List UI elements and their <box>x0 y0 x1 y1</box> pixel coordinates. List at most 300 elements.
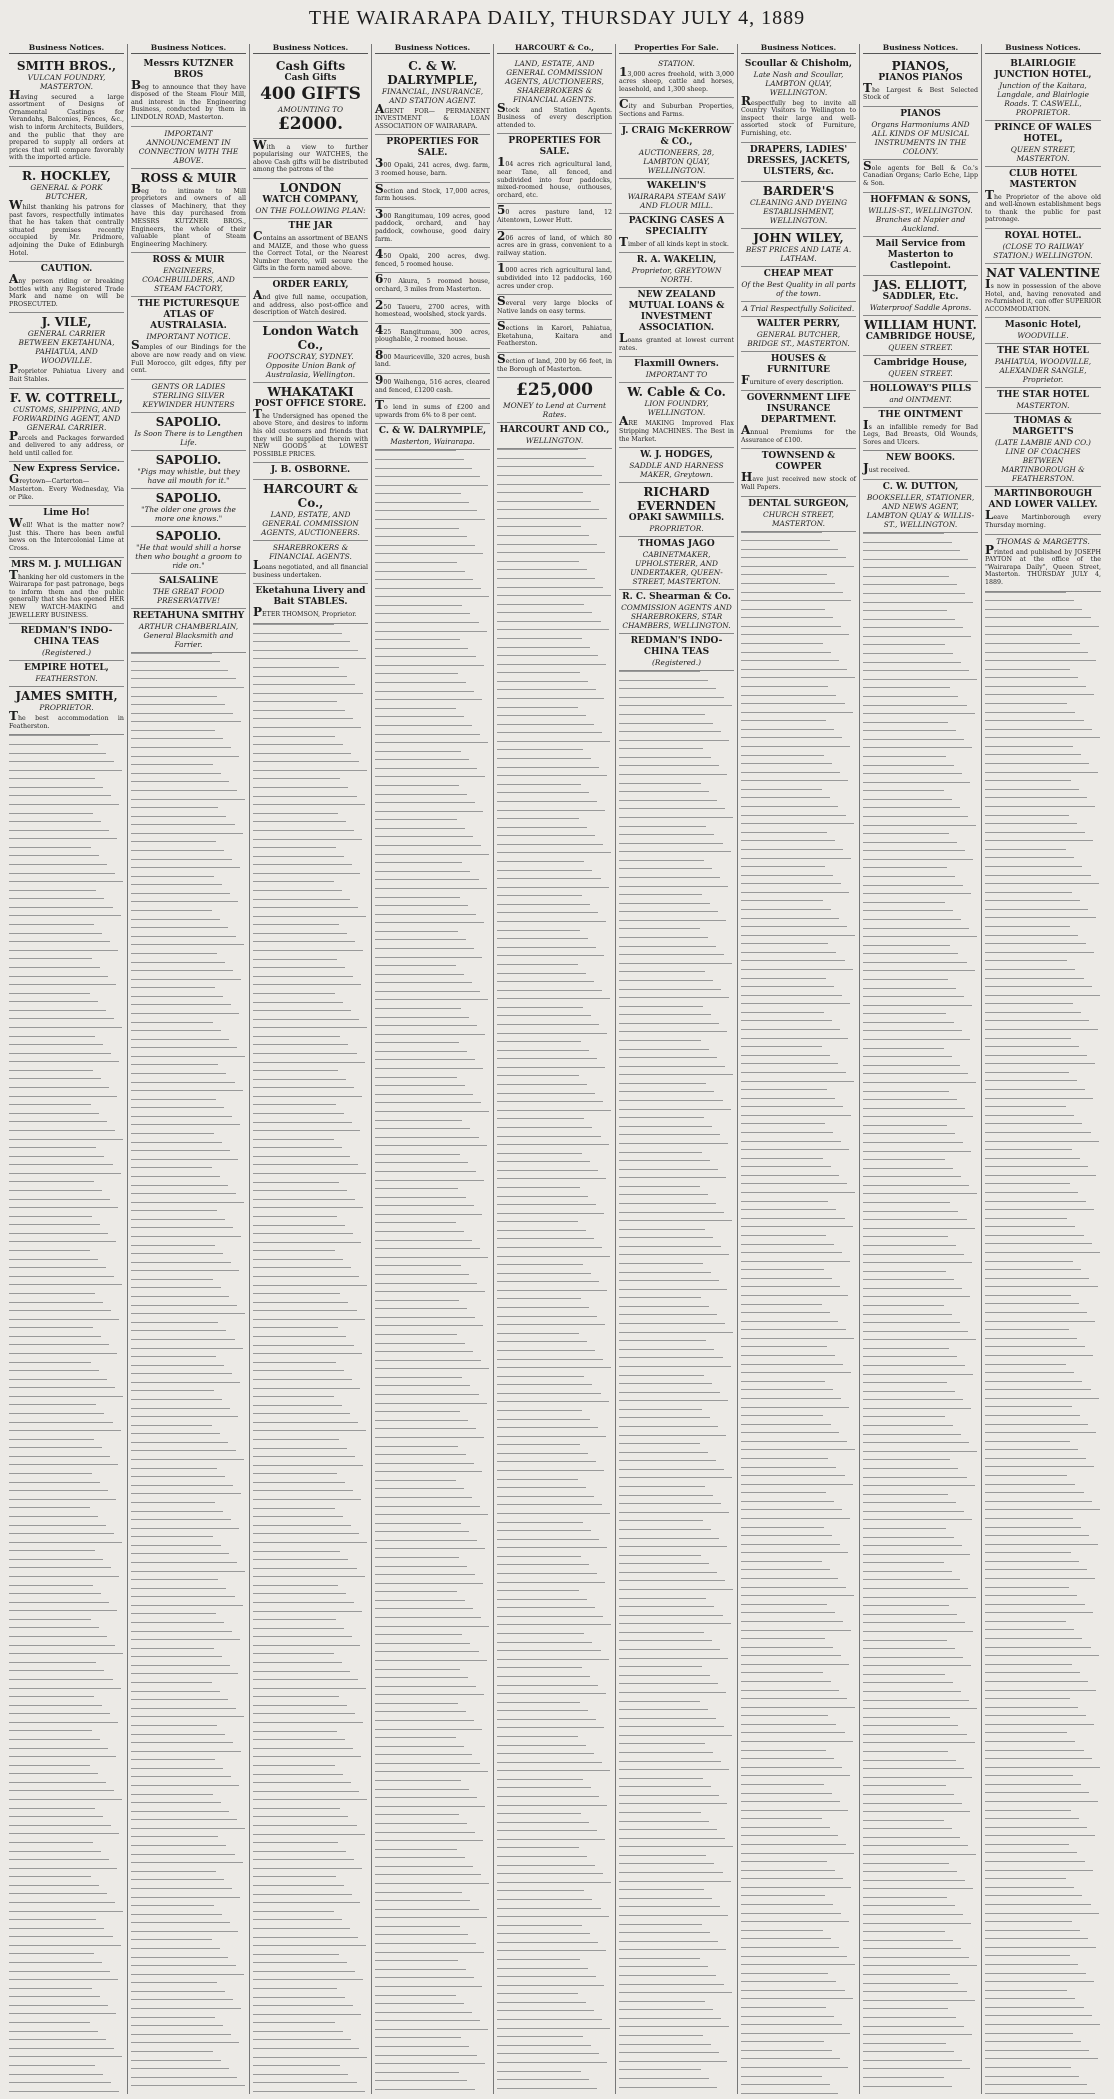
ad-subheading: BLAIRLOGIE JUNCTION HOTEL, <box>994 58 1092 80</box>
ad-tagline: SADDLE AND HARNESS MAKER, Greytown. <box>629 461 724 480</box>
ad-body: To lend in sums of £200 and upwards from 6% to 8 per cent. <box>375 398 490 419</box>
advertisement <box>741 302 856 317</box>
ad-body: 50 acres pasture land, 12 Aitentown, Lower Hutt. <box>497 203 612 224</box>
advertisement <box>497 204 612 229</box>
ad-body: 300 Opaki, 241 acres, dwg. farm, 3 roomed house, barn. <box>375 156 490 177</box>
ad-subheading: OPAKI SAWMILLS. <box>628 513 725 524</box>
advertisement <box>497 134 612 204</box>
ad-heading: R. HOCKLEY, <box>22 168 111 183</box>
ad-body: Proprietor Pahiatua Livery and Bait Stables. <box>9 362 124 384</box>
body-text-lines <box>741 532 856 2094</box>
advertisement <box>497 230 612 263</box>
ad-large-figure: £25,000 <box>516 380 593 401</box>
advertisement <box>9 57 124 167</box>
ad-tagline: MONEY to Lend at Current Rates. <box>503 401 606 420</box>
ad-body: Section and Stock, 17,000 acres, farm houses. <box>375 181 490 203</box>
body-text-lines <box>497 449 612 2094</box>
ad-subheading: WAKELIN'S <box>646 180 707 191</box>
advertisement <box>863 451 978 480</box>
ad-subheading: Scoullar & Chisholm, <box>744 58 853 69</box>
ad-body: 104 acres rich agricultural land, near Tane, all fenced, and subdivided into four paddocks, mixed-roomed house, outhouses, orchard, etc. <box>497 155 612 199</box>
ad-body: 1000 acres rich agricultural land, subdivided into 12 paddocks, 160 acres under crop. <box>497 261 612 290</box>
advertisement <box>253 584 368 624</box>
column-1 <box>6 44 128 2094</box>
advertisement <box>863 193 978 237</box>
ad-subheading: MARTINBOROUGH AND LOWER VALLEY. <box>988 489 1098 511</box>
ad-tagline: Masterton, Wairarapa. <box>390 437 475 447</box>
ad-subheading: CAUTION. <box>40 264 93 275</box>
advertisement <box>619 179 734 214</box>
advertisement <box>375 135 490 182</box>
ad-tagline: Late Nash and Scoullar, LAMBTON QUAY, WELLINGTON. <box>753 69 844 97</box>
advertisement <box>375 374 490 399</box>
ad-body: Loans granted at lowest current rates. <box>619 331 734 352</box>
ad-heading: SAPOLIO. <box>155 452 222 467</box>
ad-tagline: LAND, ESTATE, AND GENERAL COMMISSION AGENTS, AUCTIONEERS, SHAREBROKERS & FINANCIAL AGENTS. <box>505 58 604 104</box>
ad-tagline: (LATE LAMBIE AND CO.) LINE OF COACHES BETWEEN MARTINBOROUGH & FEATHERSTON. <box>995 438 1091 484</box>
ad-tagline: Is Soon There is to Lengthen Life. <box>134 428 243 447</box>
ad-body: Greytown—Carterton—Masterton. Every Wednesday, Via or Pike. <box>9 472 124 501</box>
ad-body: 250 Taueru, 2700 acres, with homestead, woolshed, stock yards. <box>375 297 490 319</box>
ad-tagline: ARTHUR CHAMBERLAIN, General Blacksmith and Farrier. <box>138 621 239 649</box>
advertisement <box>253 139 368 179</box>
advertisement <box>131 489 246 527</box>
advertisement <box>253 219 368 278</box>
ad-subheading: MRS M. J. MULLIGAN <box>11 559 122 570</box>
advertisement <box>619 634 734 671</box>
ad-tagline: LAND, ESTATE, AND GENERAL COMMISSION AGENTS, AUCTIONEERS. <box>261 510 360 538</box>
ad-body: Thanking her old customers in the Wairarapa for past patronage, begs to inform them and the public generally that she has opened HER NEW WATCH-MAKING and JEWELLERY BUSINESS. <box>9 567 124 619</box>
ad-heading: London Watch Co., <box>262 323 359 352</box>
ad-tagline: QUEEN STREET, MASTERTON. <box>1010 144 1076 163</box>
advertisement <box>985 264 1101 318</box>
ad-tagline: CUSTOMS, SHIPPING, AND FORWARDING AGENT, AND GENERAL CARRIER. <box>12 404 121 432</box>
ad-body: City and Suburban Properties, Sections and Farms. <box>619 97 734 118</box>
ad-tagline: BOOKSELLER, STATIONER, AND NEWS AGENT, LAMBTON QUAY & WILLIS-ST., WELLINGTON. <box>866 492 975 529</box>
ad-tagline: PAHIATUA, WOODVILLE, ALEXANDER SANGLE, Proprietor. <box>994 357 1092 385</box>
ad-body: Beg to intimate to Mill proprietors and owners of all classes of Machinery, that they have this day purchased from MESSRS KUTZNER BROS., Engineers, the whole of their valuable plant of Steam Engineering Machinery. <box>131 181 246 248</box>
ad-body: Just received. <box>863 461 910 476</box>
ad-subheading: Lime Ho! <box>43 508 90 519</box>
ad-heading: HARCOURT & Co., <box>263 482 358 511</box>
advertisement <box>375 424 490 450</box>
ad-tagline: (Registered.) <box>652 658 701 668</box>
advertisement <box>9 661 124 687</box>
ad-subheading: HOLLOWAY'S PILLS <box>869 383 972 394</box>
ad-subheading: Masonic Hotel, <box>1004 320 1082 331</box>
advertisement <box>9 389 124 463</box>
ad-subheading: CHEAP MEAT <box>763 268 834 279</box>
advertisement <box>375 57 490 136</box>
advertisement <box>131 451 246 489</box>
advertisement <box>619 483 734 537</box>
advertisement <box>253 57 368 139</box>
ad-tagline: AUCTIONEERS, 28, LAMBTON QUAY, WELLINGTON. <box>638 147 715 175</box>
ad-tagline: QUEEN STREET. <box>888 368 953 378</box>
ad-heading: W. Cable & Co. <box>627 385 726 400</box>
ad-tagline: GENERAL BUTCHER, BRIDGE ST., MASTERTON. <box>747 329 850 348</box>
ad-tagline: AMOUNTING TO <box>277 104 344 114</box>
advertisement <box>9 687 124 735</box>
ad-body: Timber of all kinds kept in stock. <box>619 234 729 249</box>
ad-body: The Undersigned has opened the above Store, and desires to inform his old customers and friends that they will be supplied therein with NEW GOODS at LOWEST POSSIBLE PRICES. <box>253 406 368 458</box>
ad-tagline: CLEANING AND DYEING ESTABLISHMENT, WELLINGTON. <box>750 197 847 225</box>
ad-subheading: DRAPERS, LADIES' DRESSES, JACKETS, ULSTERS, &c. <box>746 144 851 177</box>
advertisement <box>497 57 612 135</box>
advertisement <box>497 353 612 378</box>
advertisement <box>375 248 490 273</box>
ad-body: Whilst thanking his patrons for past favors, respectfully intimates that he has taken that centrally situated premises recently occupied by Mr. Pridmore, adjoining the Duke of Edinburgh Hotel. <box>9 197 124 257</box>
ad-body: Is now in possession of the above Hotel, and, having renovated and re-furnished it, can offer SUPERIOR ACCOMMODATION. <box>985 276 1101 313</box>
ad-subheading: REDMAN'S INDO-CHINA TEAS <box>20 626 113 648</box>
column-header: Business Notices. <box>253 44 368 54</box>
ad-heading: BARDER'S <box>762 183 835 198</box>
ad-body: 900 Waihenga, 516 acres, cleared and fenced, £1200 cash. <box>375 373 490 394</box>
advertisement <box>375 324 490 349</box>
advertisement <box>131 127 246 169</box>
ad-tagline: GENERAL & PORK BUTCHER, <box>30 182 103 201</box>
ad-heading: F. W. COTTRELL, <box>9 390 124 405</box>
body-text-lines <box>619 671 734 2094</box>
advertisement <box>863 408 978 452</box>
column-header: Business Notices. <box>741 44 856 54</box>
advertisement <box>985 388 1101 414</box>
ad-tagline: THE GREAT FOOD PRESERVATIVE! <box>152 586 225 605</box>
advertisement <box>131 57 246 127</box>
advertisement <box>985 535 1101 592</box>
ad-subheading: NEW ZEALAND MUTUAL LOANS & INVESTMENT ASSOCIATION. <box>628 290 725 334</box>
advertisement <box>619 590 734 634</box>
ad-body: The Proprietor of the above old and well-known establishment begs to thank the public for past patronage. <box>985 187 1101 224</box>
advertisement <box>985 229 1101 264</box>
ad-subheading: THE OINTMENT <box>878 409 963 420</box>
ad-tagline: PROPRIETOR. <box>649 524 704 534</box>
ad-tagline: THOMAS & MARGETTS. <box>996 536 1090 546</box>
ad-subheading: J. B. OSBORNE. <box>270 465 351 476</box>
ad-body: Annual Premiums for the Assurance of £100. <box>741 423 856 444</box>
ad-body: 425 Rangitumau, 300 acres, ploughable, 2 roomed house. <box>375 322 490 344</box>
advertisement <box>497 378 612 423</box>
ad-body: Parcels and Packages forwarded and delivered to any address, or held until called for. <box>9 428 124 457</box>
body-text-lines <box>863 533 978 2094</box>
advertisement <box>131 609 246 653</box>
column-header: HARCOURT & Co., <box>497 44 612 54</box>
column-2 <box>128 44 250 2094</box>
ad-body: Sections in Karori, Pahiatua, Eketahuna, Kaitara and Featherston. <box>497 319 612 348</box>
advertisement <box>985 318 1101 344</box>
column-8 <box>860 44 982 2094</box>
advertisement <box>253 541 368 584</box>
ad-subheading: THE STAR HOTEL <box>997 390 1089 401</box>
ad-body: Sole agents for Bell & Co.'s Canadian Organs; Carlo Eche, Lipp & Son. <box>863 158 978 187</box>
ad-subheading: PRINCE OF WALES HOTEL, <box>994 122 1092 144</box>
ad-subheading: ROSS & MUIR <box>152 255 225 266</box>
ad-tagline: CABINETMAKER, UPHOLSTERER, AND UNDERTAKER, QUEEN-STREET, MASTERTON. <box>630 550 723 587</box>
ad-tagline: A Trial Respectfully Solicited. <box>742 303 855 313</box>
advertisement <box>619 383 734 448</box>
ad-body: Respectfully beg to invite all Country Visitors to Wellington to inspect their large and well-assorted stock of Furniture, Furnishing, etc. <box>741 93 856 137</box>
ad-subheading: GOVERNMENT LIFE INSURANCE DEPARTMENT. <box>746 393 851 426</box>
advertisement <box>131 574 246 609</box>
advertisement <box>131 380 246 413</box>
advertisement <box>497 320 612 353</box>
body-text-lines <box>375 450 490 2094</box>
ad-large-figure: 400 GIFTS <box>260 83 361 104</box>
ad-tagline: COMMISSION AGENTS AND SHAREBROKERS, STAR CHAMBERS, WELLINGTON. <box>621 603 732 631</box>
ad-body: Having secured a large assortment of Designs of Ornamental Castings for Verandahs, Balconies, Fences, &c., wish to inform Architects, Builders, and the public that they are prepared to supply all orders at prices that will compare favorably with the imported article. <box>9 87 124 162</box>
body-text-lines <box>253 624 368 2094</box>
advertisement <box>497 262 612 295</box>
ad-subheading: C. W. DUTTON, <box>882 481 959 492</box>
ad-tagline: "The older one grows the more one knows." <box>141 504 236 523</box>
ad-tagline: Organs Harmoniums AND ALL KINDS OF MUSICAL INSTRUMENTS IN THE COLONY. <box>871 119 970 156</box>
ad-subheading: Messrs KUTZNER BROS <box>143 58 234 80</box>
advertisement <box>253 278 368 322</box>
advertisement <box>131 297 246 379</box>
advertisement <box>619 253 734 288</box>
ad-tagline: "He that would shill a horse then who bought a groom to ride on." <box>135 542 242 570</box>
ad-body: 800 Mauriceville, 320 acres, bush land. <box>375 347 490 369</box>
ad-tagline: FEATHERSTON. <box>35 674 98 684</box>
advertisement <box>375 273 490 298</box>
advertisement <box>131 253 246 297</box>
ad-heading: SAPOLIO. <box>155 414 222 429</box>
ad-tagline: IMPORTANT TO <box>645 370 708 380</box>
advertisement <box>375 349 490 374</box>
advertisement <box>985 167 1101 229</box>
advertisement <box>863 382 978 408</box>
ad-subheading: HOFFMAN & SONS, <box>870 194 971 205</box>
ad-subheading: New Express Service. <box>12 464 121 475</box>
advertisement <box>253 463 368 480</box>
ad-subheading: THE PICTURESQUE ATLAS OF AUSTRALASIA. <box>137 299 240 332</box>
ad-body: Stock and Station Agents. Business of every description attended to. <box>497 100 612 129</box>
ad-tagline: GENTS OR LADIES STERLING SILVER KEYWINDER HUNTERS <box>142 381 235 409</box>
ad-heading: SAPOLIO. <box>155 528 222 543</box>
ad-subheading: HOUSES & FURNITURE <box>766 353 831 375</box>
body-text-lines <box>9 735 124 2094</box>
ad-heading: WILLIAM HUNT. <box>864 317 977 332</box>
ad-subheading: NEW BOOKS. <box>886 453 955 464</box>
advertisement <box>619 57 734 99</box>
ad-body: Printed and published by JOSEPH PAYTON at the office of the "Wairarapa Daily", Queen Street, Masterton. THURSDAY JULY 4, 1889. <box>985 542 1101 586</box>
ad-tagline: CHURCH STREET, MASTERTON. <box>763 509 834 528</box>
ad-body: Beg to announce that they have disposed of the Steam Flour Mill, and interest in the Engineering Business, conducted by them in LINDOLN ROAD, Masterton. <box>131 77 246 121</box>
ad-heading: Cash Gifts <box>275 58 346 73</box>
ad-tagline: and OINTMENT. <box>889 394 952 404</box>
ad-subheading: C. & W. DALRYMPLE, <box>378 426 487 437</box>
column-header: Properties For Sale. <box>619 44 734 54</box>
ad-body: Have just received new stock of Wall Papers. <box>741 470 856 491</box>
advertisement <box>863 107 978 160</box>
ad-tagline: FOOTSCRAY, SYDNEY. Opposite Union Bank of Australasia, Wellington. <box>265 351 356 379</box>
advertisement <box>619 214 734 254</box>
column-3 <box>250 44 372 2094</box>
ad-subheading: THE STAR HOTEL <box>997 346 1089 357</box>
ad-subheading: REDMAN'S INDO-CHINA TEAS <box>630 636 723 658</box>
ad-tagline: (CLOSE TO RAILWAY STATION.) WELLINGTON. <box>993 241 1093 260</box>
ad-subheading: PROPERTIES FOR SALE. <box>508 136 601 158</box>
ad-subheading: REETAHUNA SMITHY <box>132 610 245 621</box>
ad-tagline: Waterproof Saddle Aprons. <box>869 302 972 312</box>
ad-body: Contains an assortment of BEANS and MAIZE, and those who guess the Correct Total, or the Nearest Number thereto, will secure the Gifts in the form named above. <box>253 228 368 273</box>
advertisement <box>741 352 856 392</box>
ad-subheading: PIANOS <box>900 108 941 119</box>
ad-tagline: ENGINEERS, COACHBUILDERS, AND STEAM FACTORY, <box>142 266 235 294</box>
advertisement <box>619 357 734 383</box>
ad-body: The Largest & Best Selected Stock of <box>863 80 978 102</box>
advertisement <box>9 462 124 506</box>
advertisement <box>863 160 978 193</box>
advertisement <box>253 480 368 541</box>
advertisement <box>741 449 856 496</box>
ad-subheading: PIANOS PIANOS <box>878 72 963 83</box>
advertisement <box>863 480 978 533</box>
ad-body: PETER THOMSON, Proprietor. <box>253 605 357 620</box>
advertisement <box>9 167 124 262</box>
advertisement <box>9 262 124 313</box>
ad-tagline: WOODVILLE. <box>1017 331 1069 341</box>
advertisement <box>985 57 1101 121</box>
ad-tagline: WAIRARAPA STEAM SAW AND FLOUR MILL. <box>627 191 726 210</box>
advertisement <box>619 98 734 123</box>
ad-subheading: WATCH COMPANY, <box>262 194 359 205</box>
ad-tagline: WELLINGTON. <box>525 436 584 446</box>
advertisement <box>253 179 368 219</box>
ad-body: Well! What is the matter now? Just this. There has been awful news on the Intercolonial Lime at Cross. <box>9 516 124 552</box>
ad-body: Section of land, 200 by 66 feet, in the Borough of Masterton. <box>497 352 612 373</box>
ad-body: ARE MAKING Improved Flax Stripping MACHINES. The Best in the Market. <box>619 414 734 443</box>
ad-subheading: TOWNSEND & COWPER <box>761 451 836 473</box>
ad-tagline: FINANCIAL, INSURANCE, AND STATION AGENT. <box>381 86 484 105</box>
ad-tagline: Proprietor, GREYTOWN NORTH. <box>631 266 722 285</box>
advertisement <box>741 57 856 143</box>
ad-subheading: PACKING CASES A SPECIALITY <box>628 215 725 237</box>
advertisement <box>619 537 734 590</box>
ad-body: AGENT FOR— PERMANENT INVESTMENT & LOAN ASSOCIATION OF WAIRARAPA. <box>375 101 490 130</box>
ad-subheading: Flaxmill Owners. <box>634 359 719 370</box>
ad-subheading: THOMAS & MARGETT'S <box>1012 416 1074 438</box>
ad-body: 206 acres of land, of which 80 acres are in grass, convenient to a railway station. <box>497 228 612 257</box>
body-text-lines <box>985 592 1101 2095</box>
ad-body: The best accommodation in Featherston. <box>9 709 124 730</box>
ad-subheading: Cambridge House, <box>873 357 968 368</box>
ad-heading: SAPOLIO. <box>155 490 222 505</box>
advertisement <box>375 299 490 324</box>
ad-body: And give full name, occupation, and address, also post-office and description of Watch desired. <box>253 287 368 317</box>
column-4 <box>372 44 494 2094</box>
ad-heading: LONDON <box>279 180 342 195</box>
ad-heading: J. VILE, <box>41 315 92 330</box>
column-header: Business Notices. <box>985 44 1101 54</box>
advertisement <box>253 383 368 464</box>
ad-subheading: Eketahuna Livery and Bait STABLES. <box>255 586 366 608</box>
ad-body: Any person riding or breaking bottles with any Registered Trade Mark and name on will be PROSECUTED. <box>9 272 124 308</box>
advertisement <box>375 183 490 208</box>
ad-tagline: MASTERTON. <box>1016 401 1070 411</box>
ad-heading: JOHN WILEY, <box>753 230 844 245</box>
ad-body: 13,000 acres freehold, with 3,000 acres sheep, cattle and horses, leasehold, and 1,300 sheep. <box>619 64 734 93</box>
ad-body: Samples of our Bindings for the above are now ready and on view. Full Morocco, gilt edges, fifty per cent. <box>131 338 246 375</box>
ad-subheading: SADDLER, Etc. <box>882 291 959 302</box>
ad-heading: JAMES SMITH, <box>15 689 118 704</box>
ad-subheading: HARCOURT AND CO., <box>499 425 610 436</box>
advertisement <box>619 448 734 483</box>
ad-subheading: W. J. HODGES, <box>640 450 713 461</box>
column-header: Business Notices. <box>131 44 246 54</box>
advertisement <box>741 317 856 352</box>
ad-heading: WHAKATAKI <box>267 384 354 399</box>
advertisement <box>863 316 978 356</box>
advertisement <box>9 506 124 557</box>
advertisement <box>863 356 978 382</box>
ad-heading: C. & W. DALRYMPLE, <box>387 58 478 87</box>
ad-subheading: ROYAL HOTEL. <box>1004 230 1082 241</box>
ad-subheading: PROPERTIES FOR SALE. <box>386 137 479 159</box>
ad-subheading: THE JAR <box>288 220 333 231</box>
body-text-lines <box>131 653 246 2094</box>
column-header: Business Notices. <box>9 44 124 54</box>
ad-tagline: (Registered.) <box>42 648 91 658</box>
ad-tagline: IMPORTANT NOTICE. <box>146 332 231 342</box>
ad-heading: NAT VALENTINE <box>986 265 1100 280</box>
advertisement <box>863 57 978 107</box>
column-header: Business Notices. <box>863 44 978 54</box>
ad-subheading: EMPIRE HOTEL, <box>24 663 109 674</box>
ad-subheading: R. C. Shearman & Co. <box>622 592 731 603</box>
advertisement <box>985 344 1101 388</box>
ad-subheading: CLUB HOTEL MASTERTON <box>1009 168 1077 190</box>
ad-body: Several very large blocks of Native lands on easy terms. <box>497 294 612 315</box>
ad-subheading: WALTER PERRY, <box>757 318 840 329</box>
ad-subheading: Mail Service from Masterton to Castlepoint. <box>875 238 966 271</box>
column-9 <box>982 44 1104 2094</box>
ad-tagline: WILLIS-ST., WELLINGTON. Branches at Napier and Auckland. <box>868 205 973 233</box>
advertisement <box>741 267 856 302</box>
ad-tagline: IMPORTANT ANNOUNCEMENT IN CONNECTION WITH THE ABOVE. <box>138 128 239 165</box>
ad-subheading: CAMBRIDGE HOUSE, <box>865 331 976 342</box>
advertisement <box>131 527 246 574</box>
ad-tagline: QUEEN STREET. <box>888 342 953 352</box>
ad-body: Is an infallible remedy for Bad Legs, Bad Breasts, Old Wounds, Sores and Ulcers. <box>863 417 978 446</box>
advertisement <box>863 276 978 316</box>
advertisement <box>497 423 612 449</box>
ad-tagline: "Pigs may whistle, but they have ail mouth for it." <box>137 466 240 485</box>
advertisement <box>131 169 246 254</box>
column-7 <box>738 44 860 2094</box>
ad-body: 670 Akura, 5 roomed house, orchard, 3 miles from Masterton. <box>375 272 490 293</box>
ad-heading: PIANOS, <box>891 58 950 73</box>
ad-subheading: Cash Gifts <box>284 72 337 83</box>
ad-body: 450 Opaki, 200 acres, dwg. fenced, 5 roomed house. <box>375 247 490 268</box>
advertisement <box>375 399 490 424</box>
advertisement <box>741 229 856 267</box>
ad-heading: RICHARD EVERNDEN <box>636 485 717 514</box>
column-header: Business Notices. <box>375 44 490 54</box>
ad-subheading: THOMAS JAGO <box>638 539 715 550</box>
advertisement <box>741 497 856 532</box>
ad-subheading: ORDER EARLY, <box>272 279 349 290</box>
ad-tagline: SHAREBROKERS & FINANCIAL AGENTS. <box>269 543 352 562</box>
masthead: THE WAIRARAPA DAILY, THURSDAY JULY 4, 1889 <box>308 7 806 29</box>
ad-body: Leave Martinborough every Thursday morning. <box>985 508 1101 529</box>
ad-body: Loans negotiated, and all financial business undertaken. <box>253 558 368 579</box>
advertisement <box>741 391 856 449</box>
ad-tagline: GENERAL CARRIER BETWEEN EKETAHUNA, PAHIATUA, AND WOODVILLE. <box>18 329 115 366</box>
column-5 <box>494 44 616 2094</box>
advertisement <box>131 413 246 451</box>
ad-subheading: DENTAL SURGEON, <box>748 498 849 509</box>
